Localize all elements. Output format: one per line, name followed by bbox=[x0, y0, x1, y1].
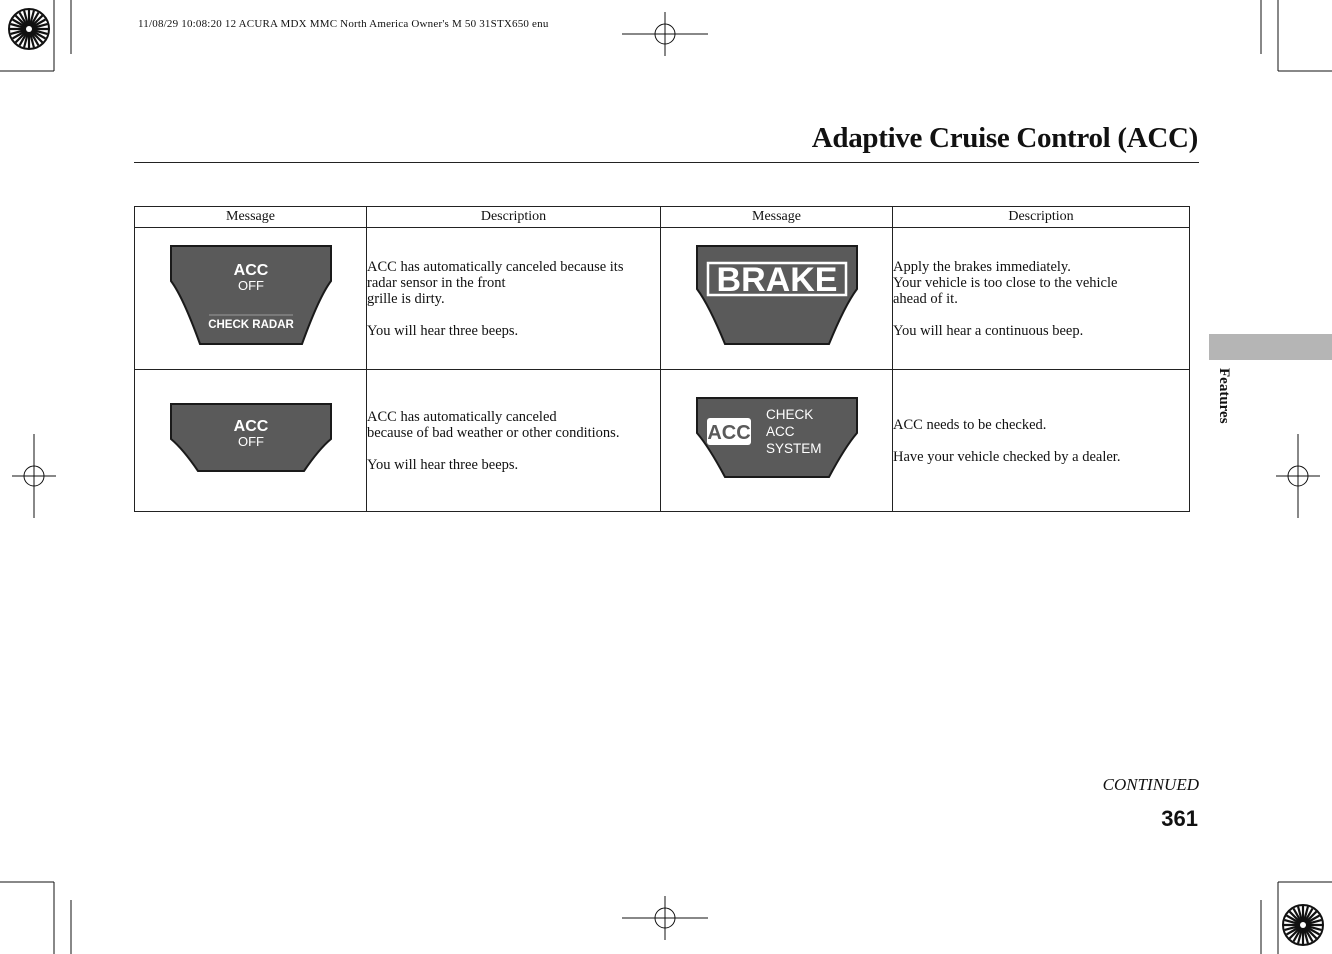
message-cell bbox=[135, 370, 367, 512]
acc-off-check-radar-display bbox=[169, 245, 333, 347]
table-header-row bbox=[135, 207, 1190, 228]
display-text: OFF bbox=[237, 434, 264, 449]
registration-star-icon bbox=[1283, 905, 1323, 945]
display-text: CHECK RADAR bbox=[207, 319, 294, 331]
description-cell bbox=[893, 370, 1190, 512]
message-cell bbox=[661, 370, 893, 512]
message-cell bbox=[661, 228, 893, 370]
print-metadata: 11/08/29 10:08:20 12 ACURA MDX MMC North America Owner's M 50 31STX650 enu bbox=[138, 18, 549, 30]
title-rule bbox=[134, 162, 1199, 163]
column-header: Message bbox=[661, 207, 893, 228]
description-text: ACC has automatically canceled because of bad weather or other conditions. bbox=[367, 408, 620, 441]
display-text: ACC bbox=[233, 418, 268, 435]
description-note: You will hear a continuous beep. bbox=[893, 322, 1084, 339]
display-text: SYSTEM bbox=[765, 441, 822, 456]
message-cell bbox=[135, 228, 367, 370]
description-text: ACC needs to be checked. bbox=[893, 416, 1047, 433]
description-cell bbox=[893, 228, 1190, 370]
display-text: CHECK bbox=[765, 407, 813, 422]
message-table bbox=[134, 206, 1190, 512]
section-label-text: Features bbox=[1216, 368, 1232, 424]
page-title: Adaptive Cruise Control (ACC) bbox=[811, 122, 1198, 154]
description-note: Have your vehicle checked by a dealer. bbox=[893, 448, 1121, 465]
description-text: Apply the brakes immediately. Your vehicle is too close to the vehicle ahead of it. bbox=[893, 258, 1118, 307]
description-note: You will hear three beeps. bbox=[367, 322, 519, 339]
continued-label: CONTINUED bbox=[1102, 775, 1199, 794]
acc-off-display bbox=[169, 403, 333, 473]
column-header: Description bbox=[893, 207, 1190, 228]
description-text: ACC has automatically canceled because its radar sensor in the front grille is dirty. bbox=[367, 258, 624, 307]
check-acc-system-display bbox=[695, 397, 859, 479]
display-text: ACC bbox=[233, 262, 268, 279]
description-cell bbox=[367, 228, 661, 370]
table-row bbox=[135, 370, 1190, 512]
display-text: OFF bbox=[237, 278, 264, 293]
page-number: 361 bbox=[1161, 806, 1198, 831]
section-tab-label bbox=[1208, 368, 1238, 438]
registration-star-icon bbox=[9, 9, 49, 49]
description-cell bbox=[367, 370, 661, 512]
display-text: ACC bbox=[765, 424, 795, 439]
table-row bbox=[135, 228, 1190, 370]
display-text: BRAKE bbox=[716, 261, 837, 299]
brake-display bbox=[695, 245, 859, 347]
column-header: Message bbox=[135, 207, 367, 228]
acc-badge-text: ACC bbox=[706, 422, 751, 444]
column-header: Description bbox=[367, 207, 661, 228]
section-tab bbox=[1209, 334, 1332, 360]
description-note: You will hear three beeps. bbox=[367, 456, 519, 473]
